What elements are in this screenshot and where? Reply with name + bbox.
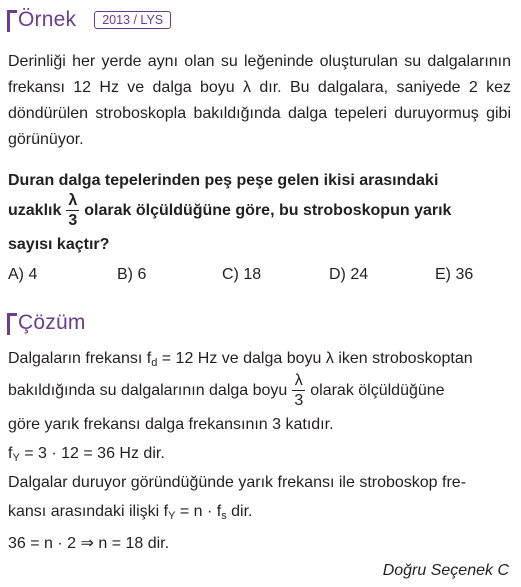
option-d[interactable]: D) 24 (329, 266, 369, 283)
problem-paragraph: Derinliği her yerde aynı olan su leğeninde oluşturulan su dalgalarının frekansı 12 Hz ve dalga boyu λ dır. Bu dalgalara, saniyede 2 kez döndürülen stroboskopla bakıldığında dalga tepeleri duruyormuş gibi görünüyor. (8, 53, 511, 148)
question-line-2 (8, 193, 511, 229)
solution-line-2 (8, 373, 511, 409)
question-line-1-text: Duran dalga tepelerinden peş peşe gelen ikisi arasındaki (8, 172, 439, 189)
solution-line-6-a: kansı arasındaki ilişki f (8, 503, 169, 520)
question-line-1 (8, 172, 511, 190)
solution-heading (7, 311, 86, 335)
solution-line-6 (8, 503, 511, 522)
solution-line-1-sub: d (151, 357, 158, 369)
correct-answer: Doğru Seçenek C (382, 562, 509, 579)
question-fraction-denominator: 3 (68, 212, 78, 229)
solution-heading-label: Çözüm (18, 311, 86, 334)
example-heading (7, 8, 171, 32)
solution-line-4-sub: Y (12, 452, 20, 464)
solution-line-1 (8, 350, 511, 369)
exam-badge: 2013 / LYS (94, 11, 171, 29)
solution-line-6-b: = n · f (175, 503, 222, 520)
solution-line-6-sub-1: Y (168, 510, 176, 522)
solution-line-4-a: f (8, 445, 13, 462)
solution-line-3: göre yarık frekansı dalga frekansının 3 katıdır. (8, 416, 334, 433)
heading-bracket-icon (7, 313, 17, 335)
solution-line-6-sub-2: s (221, 510, 227, 522)
solution-line-7: 36 = n · 2 ⇒ n = 18 dir. (8, 535, 170, 552)
solution-line-2-after: olarak ölçüldüğüne (310, 382, 445, 399)
example-heading-label: Örnek (18, 8, 77, 31)
solution-line-4 (8, 445, 511, 464)
question-line-3: sayısı kaçtır? (8, 236, 110, 253)
solution-fraction-numerator: λ (292, 373, 305, 391)
option-b[interactable]: B) 6 (117, 266, 147, 283)
solution-line-5: Dalgalar duruyor göründüğünde yarık frekansı ile stroboskop fre- (8, 474, 467, 491)
question-fraction-numerator: λ (68, 192, 78, 209)
question-line-2-before: uzaklık (8, 202, 62, 219)
answer-options (8, 266, 511, 286)
option-c[interactable]: C) 18 (222, 266, 262, 283)
solution-line-2-before: bakıldığında su dalgalarının dalga boyu (8, 382, 288, 399)
solution-line-4-b: = 3 · 12 = 36 Hz dir. (19, 445, 165, 462)
solution-line-6-c: dir. (226, 503, 253, 520)
question-fraction (66, 193, 79, 229)
solution-line-1-b: = 12 Hz ve dalga boyu λ iken stroboskoptan (157, 350, 473, 367)
question-line-2-after: olarak ölçüldüğüne göre, bu stroboskopun yarık (84, 202, 452, 219)
solution-fraction (292, 373, 305, 409)
solution-line-1-a: Dalgaların frekansı f (8, 350, 152, 367)
solution-fraction-denominator: 3 (294, 392, 304, 409)
heading-bracket-icon (7, 10, 17, 32)
option-e[interactable]: E) 36 (435, 266, 474, 283)
option-a[interactable]: A) 4 (8, 266, 38, 283)
